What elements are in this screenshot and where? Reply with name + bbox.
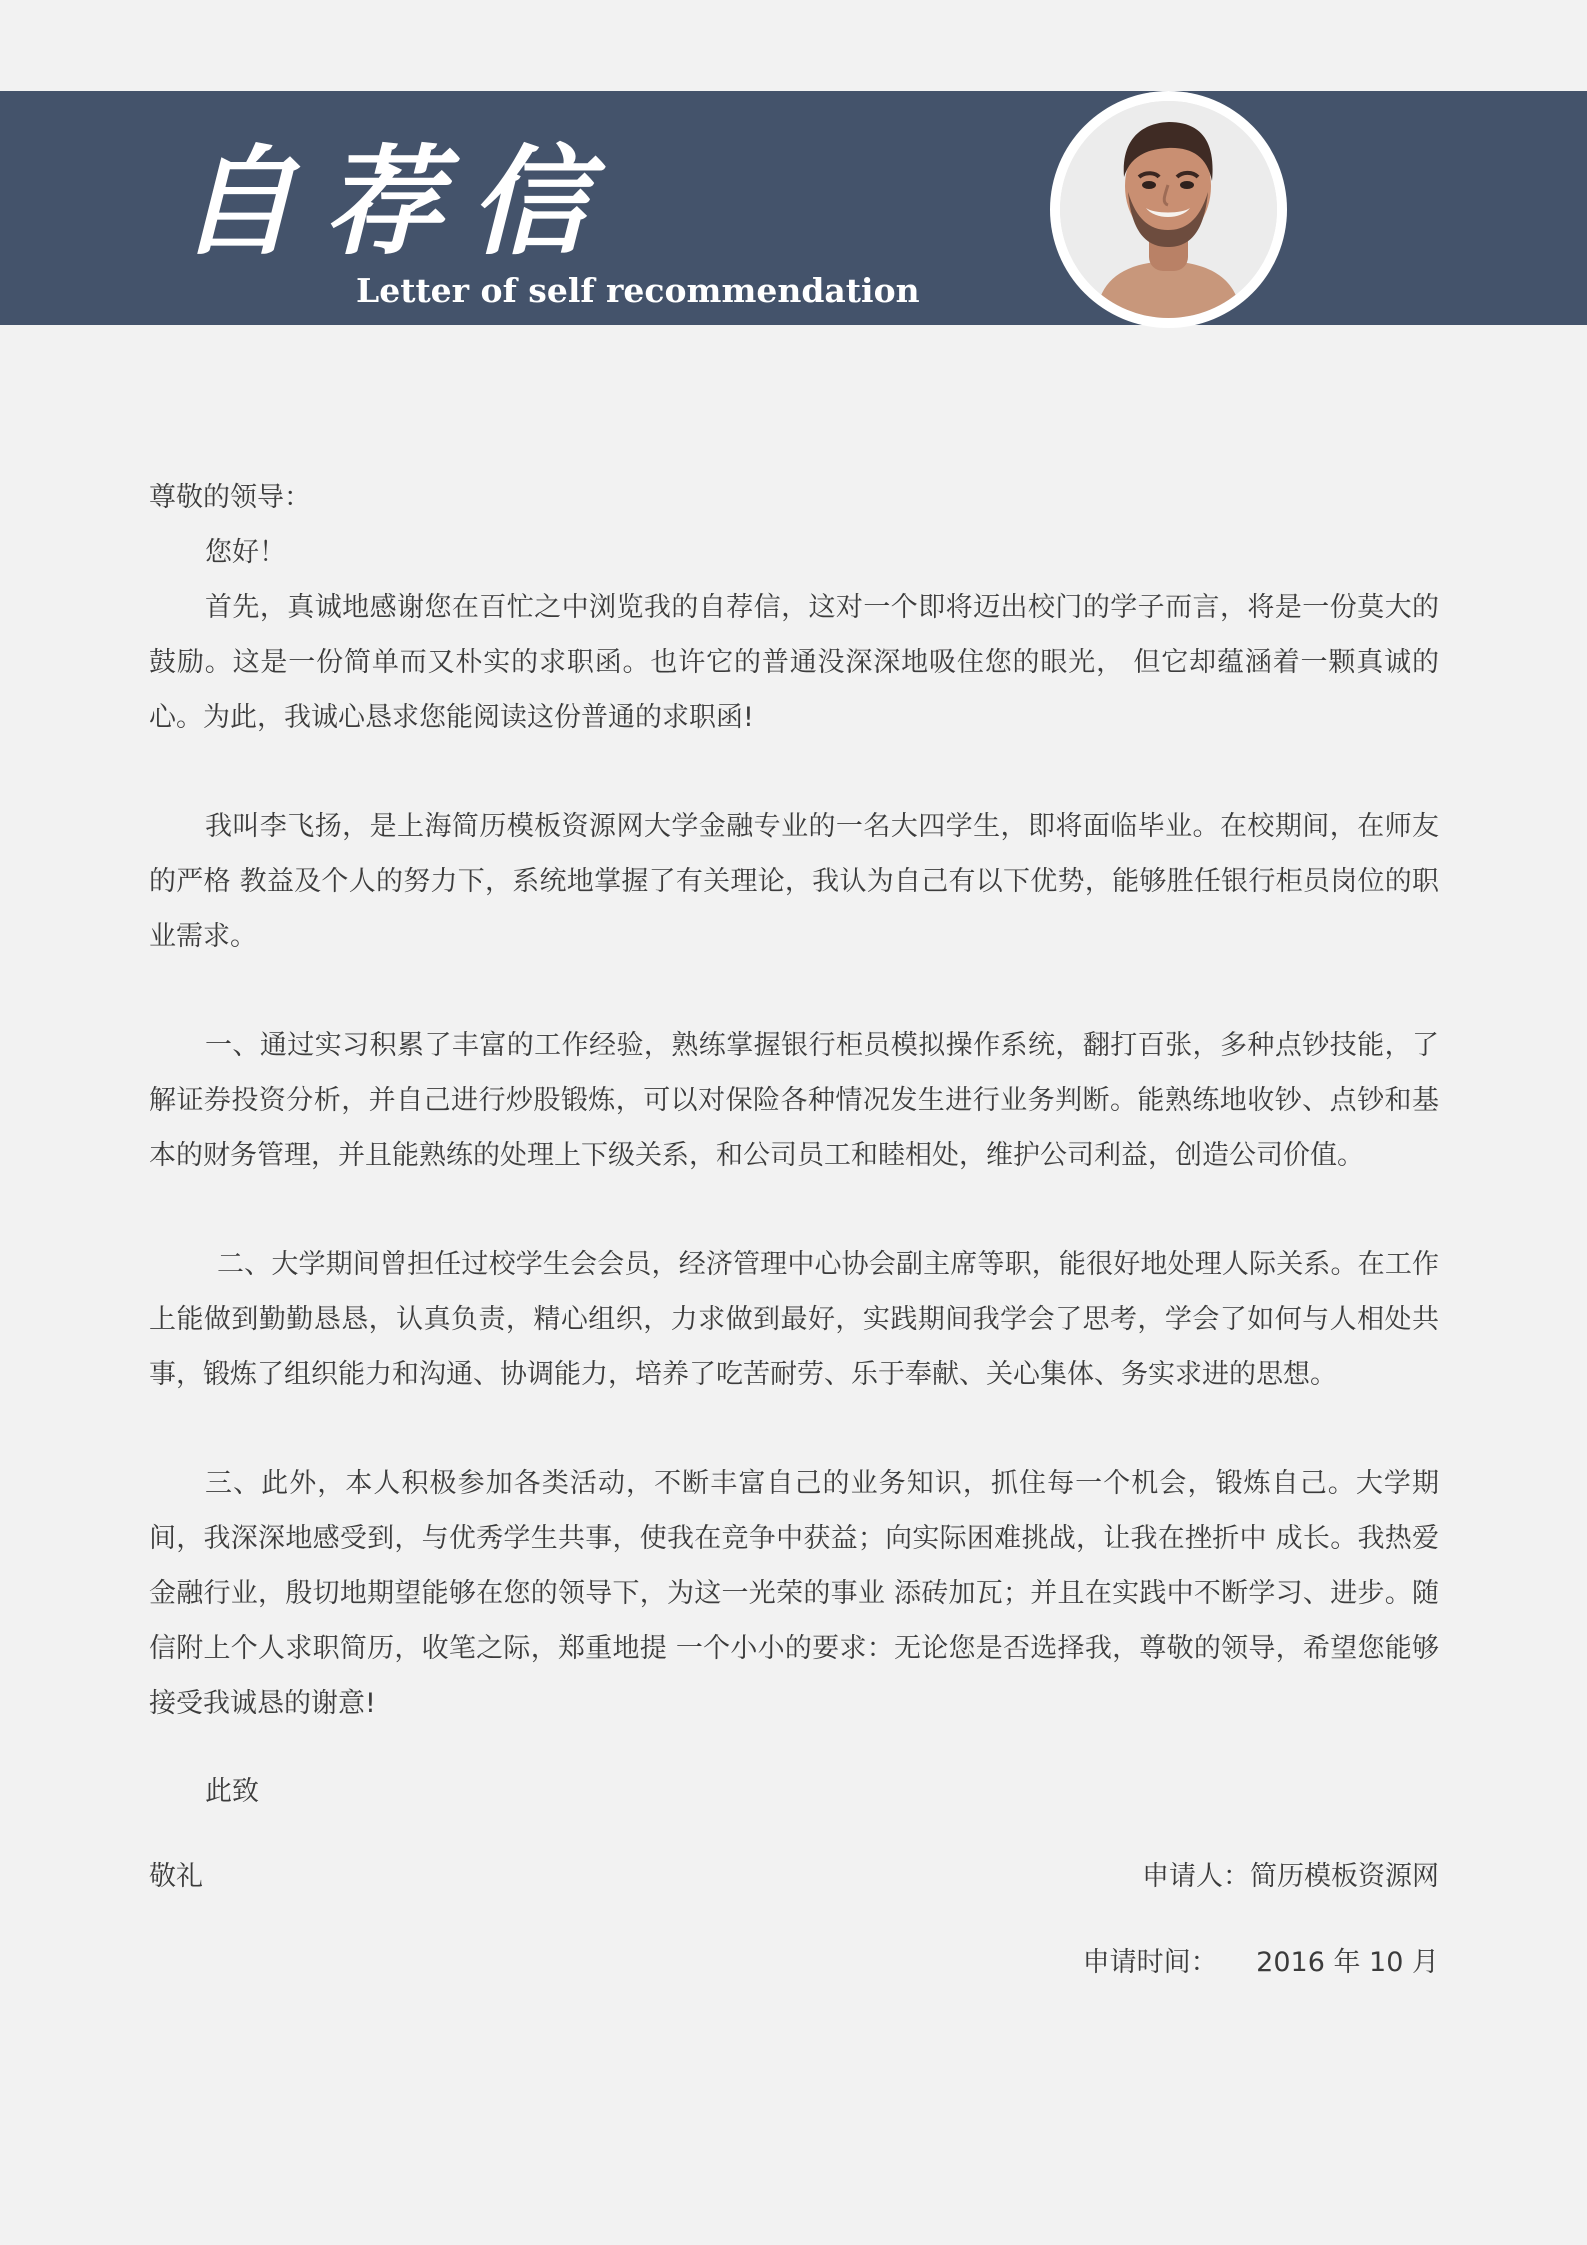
regards: 敬礼 — [149, 1861, 203, 1892]
page-title: 自荐信 — [178, 132, 617, 271]
paragraph-self-intro: 我叫李飞扬，是上海简历模板资源网大学金融专业的一名大四学生，即将面临毕业。在校期间，在师友的严格 教益及个人的努力下，系统地掌握了有关理论，我认为自己有以下优势，能够胜任银行柜员岗位的职业需求。 — [149, 811, 1439, 952]
greeting: 您好！ — [205, 537, 286, 568]
applicant: 申请人：简历模板资源网 — [1142, 1861, 1439, 1892]
page-subtitle: Letter of self recommendation — [356, 271, 920, 310]
paragraph-intro: 首先，真诚地感谢您在百忙之中浏览我的自荐信，这对一个即将迈出校门的学子而言，将是一份莫大的鼓励。这是一份简单而又朴实的求职函。也许它的普通没深深地吸住您的眼光， 但它却蕴涵着一颗真诚的心。为此，我诚心恳求您能阅读这份普通的求职函! — [149, 592, 1439, 733]
paragraph-strength-one: 一、通过实习积累了丰富的工作经验，熟练掌握银行柜员模拟操作系统，翻打百张，多种点钞技能，了解证券投资分析，并自己进行炒股锻炼，可以对保险各种情况发生进行业务判断。能熟练地收钞、点钞和基本的财务管理，并且能熟练的处理上下级关系，和公司员工和睦相处，维护公司利益，创造公司价值。 — [149, 1030, 1439, 1171]
letter-body — [149, 470, 1439, 1990]
paragraph-strength-three: 三、此外，本人积极参加各类活动，不断丰富自己的业务知识，抓住每一个机会，锻炼自己。大学期间，我深深地感受到，与优秀学生共事，使我在竞争中获益；向实际困难挑战，让我在挫折中 成长。我热爱金融行业，殷切地期望能够在您的领导下，为这一光荣的事业 添砖加瓦；并且在实践中不断学习、进步。随信附上个人求职简历，收笔之际，郑重地提 一个小小的要求：无论您是否选择我，尊敬的领导，希望您能够接受我诚恳的谢意! — [149, 1468, 1439, 1719]
date-label: 申请时间： — [1082, 1947, 1218, 1978]
person-photo-icon — [1060, 101, 1277, 318]
avatar — [1050, 91, 1287, 328]
signature-row — [149, 1849, 1439, 1904]
paragraph-strength-two: 二、大学期间曾担任过校学生会会员，经济管理中心协会副主席等职，能很好地处理人际关系。在工作上能做到勤勤恳恳，认真负责，精心组织，力求做到最好，实践期间我学会了思考，学会了如何与人相处共事，锻炼了组织能力和沟通、协调能力，培养了吃苦耐劳、乐于奉献、关心集体、务实求进的思想。 — [149, 1249, 1439, 1390]
closing: 此致 — [205, 1776, 259, 1807]
salutation: 尊敬的领导： — [149, 482, 311, 513]
application-date — [149, 1935, 1439, 1990]
date-value: 2016 年 10 月 — [1256, 1947, 1439, 1978]
